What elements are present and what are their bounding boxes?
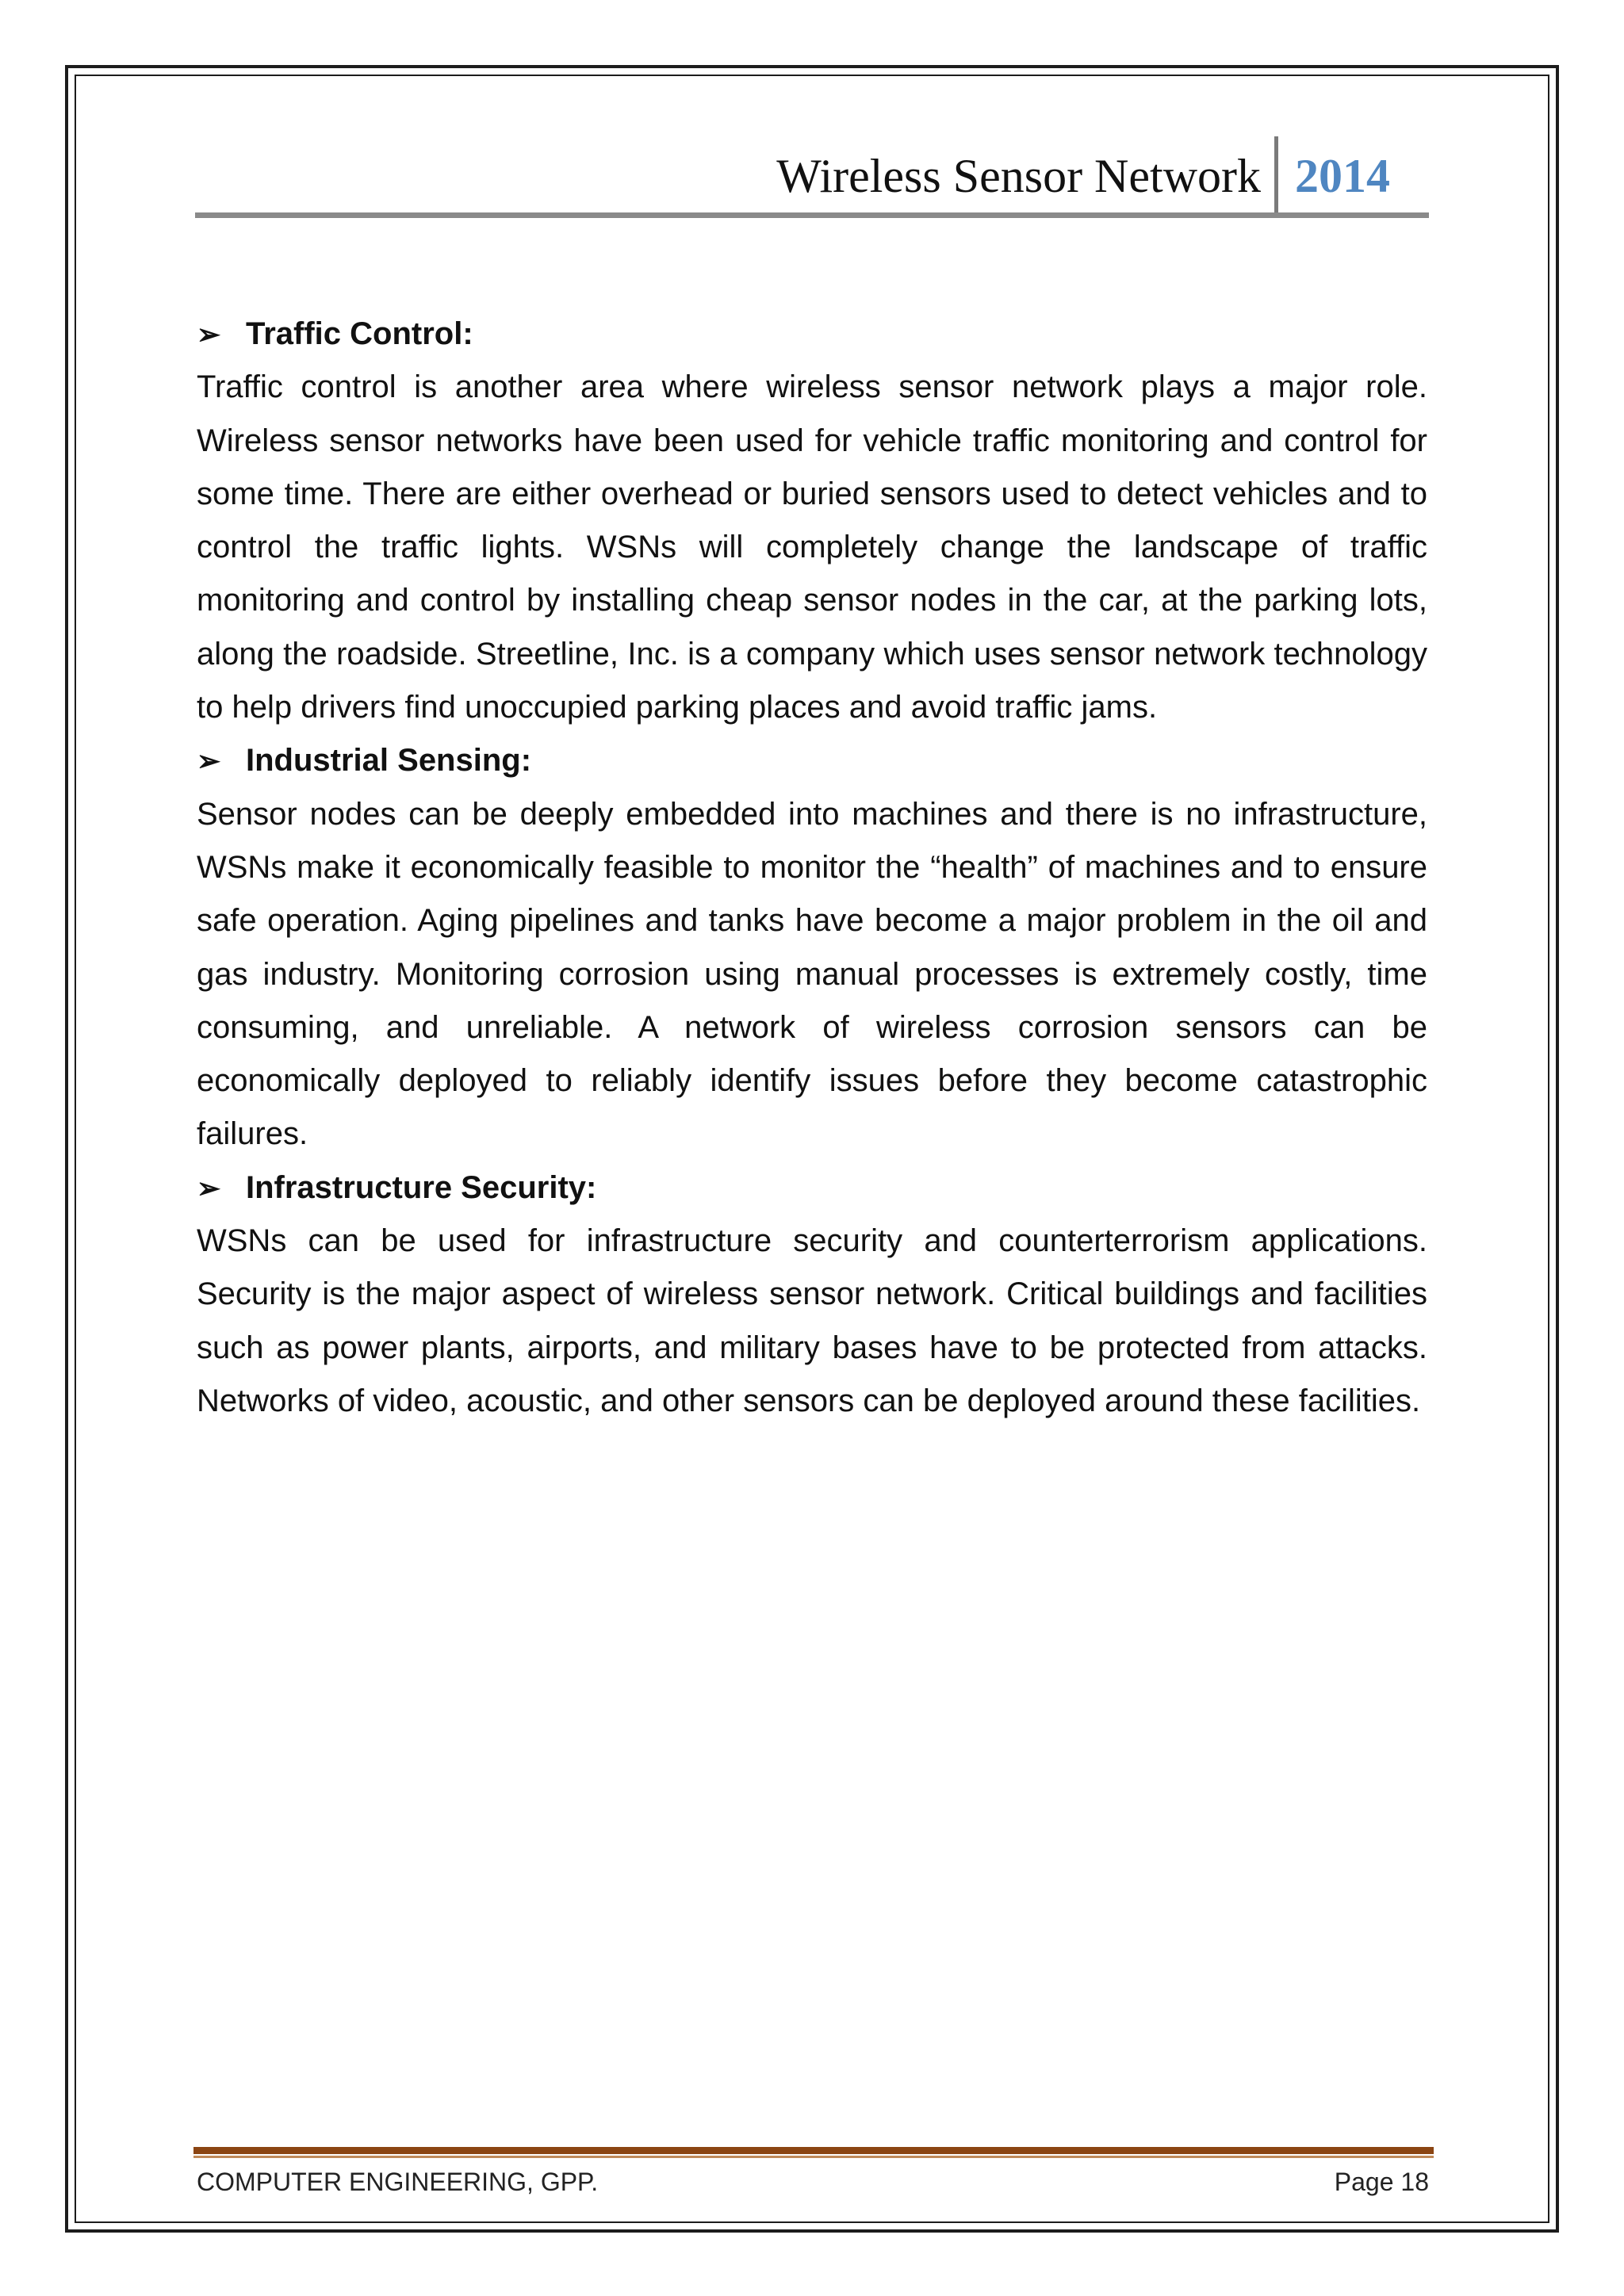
arrow-bullet-icon: ➢ — [197, 1171, 221, 1204]
section-traffic-control — [197, 308, 1427, 734]
footer-department: COMPUTER ENGINEERING, GPP. — [197, 2168, 599, 2196]
section-heading-text: Traffic Control: — [246, 316, 473, 351]
page-header — [195, 133, 1429, 219]
header-rule — [195, 212, 1429, 218]
section-heading-text: Industrial Sensing: — [246, 743, 532, 779]
document-body — [197, 308, 1427, 1428]
section-infrastructure-security — [197, 1161, 1427, 1428]
footer-rule — [193, 2147, 1434, 2154]
section-paragraph: WSNs can be used for infrastructure security and counterterrorism applications. Security is the major aspect of wireless sensor network. Critical buildings and facilities such as power plants, airports, and military bases have to be protected from attacks. Networks of video, acoustic, and other sensors can be deployed around these facilities. — [197, 1223, 1427, 1418]
section-heading-text: Infrastructure Security: — [246, 1169, 597, 1205]
page-number: Page 18 — [1334, 2168, 1429, 2196]
section-heading — [197, 734, 1427, 787]
section-heading — [197, 1161, 1427, 1215]
section-heading — [197, 308, 1427, 361]
section-paragraph: Traffic control is another area where wireless sensor network plays a major role. Wireless sensor networks have been used for vehicle traffic monitoring and control for some time. There are either overhead or buried sensors used to detect vehicles and to control the traffic lights. WSNs will completely change the landscape of traffic monitoring and control by installing cheap sensor nodes in the car, at the parking lots, along the roadside. Streetline, Inc. is a company which uses sensor network technology to help drivers find unoccupied parking places and avoid traffic jams. — [197, 369, 1427, 725]
section-paragraph: Sensor nodes can be deeply embedded into machines and there is no infrastructure, WSNs make it economically feasible to monitor the “health” of machines and to ensure safe operation. Aging pipelines and tanks have become a major problem in the oil and gas industry. Monitoring corrosion using manual processes is extremely costly, time consuming, and unreliable. A network of wireless corrosion sensors can be economically deployed to reliably identify issues before they become catastrophic failures. — [197, 796, 1427, 1152]
header-divider — [1274, 136, 1278, 216]
section-industrial-sensing — [197, 734, 1427, 1161]
header-year: 2014 — [1295, 150, 1390, 202]
header-title: Wireless Sensor Network — [776, 150, 1261, 202]
arrow-bullet-icon: ➢ — [197, 744, 221, 778]
arrow-bullet-icon: ➢ — [197, 318, 221, 350]
footer-rule-thin — [193, 2156, 1434, 2158]
